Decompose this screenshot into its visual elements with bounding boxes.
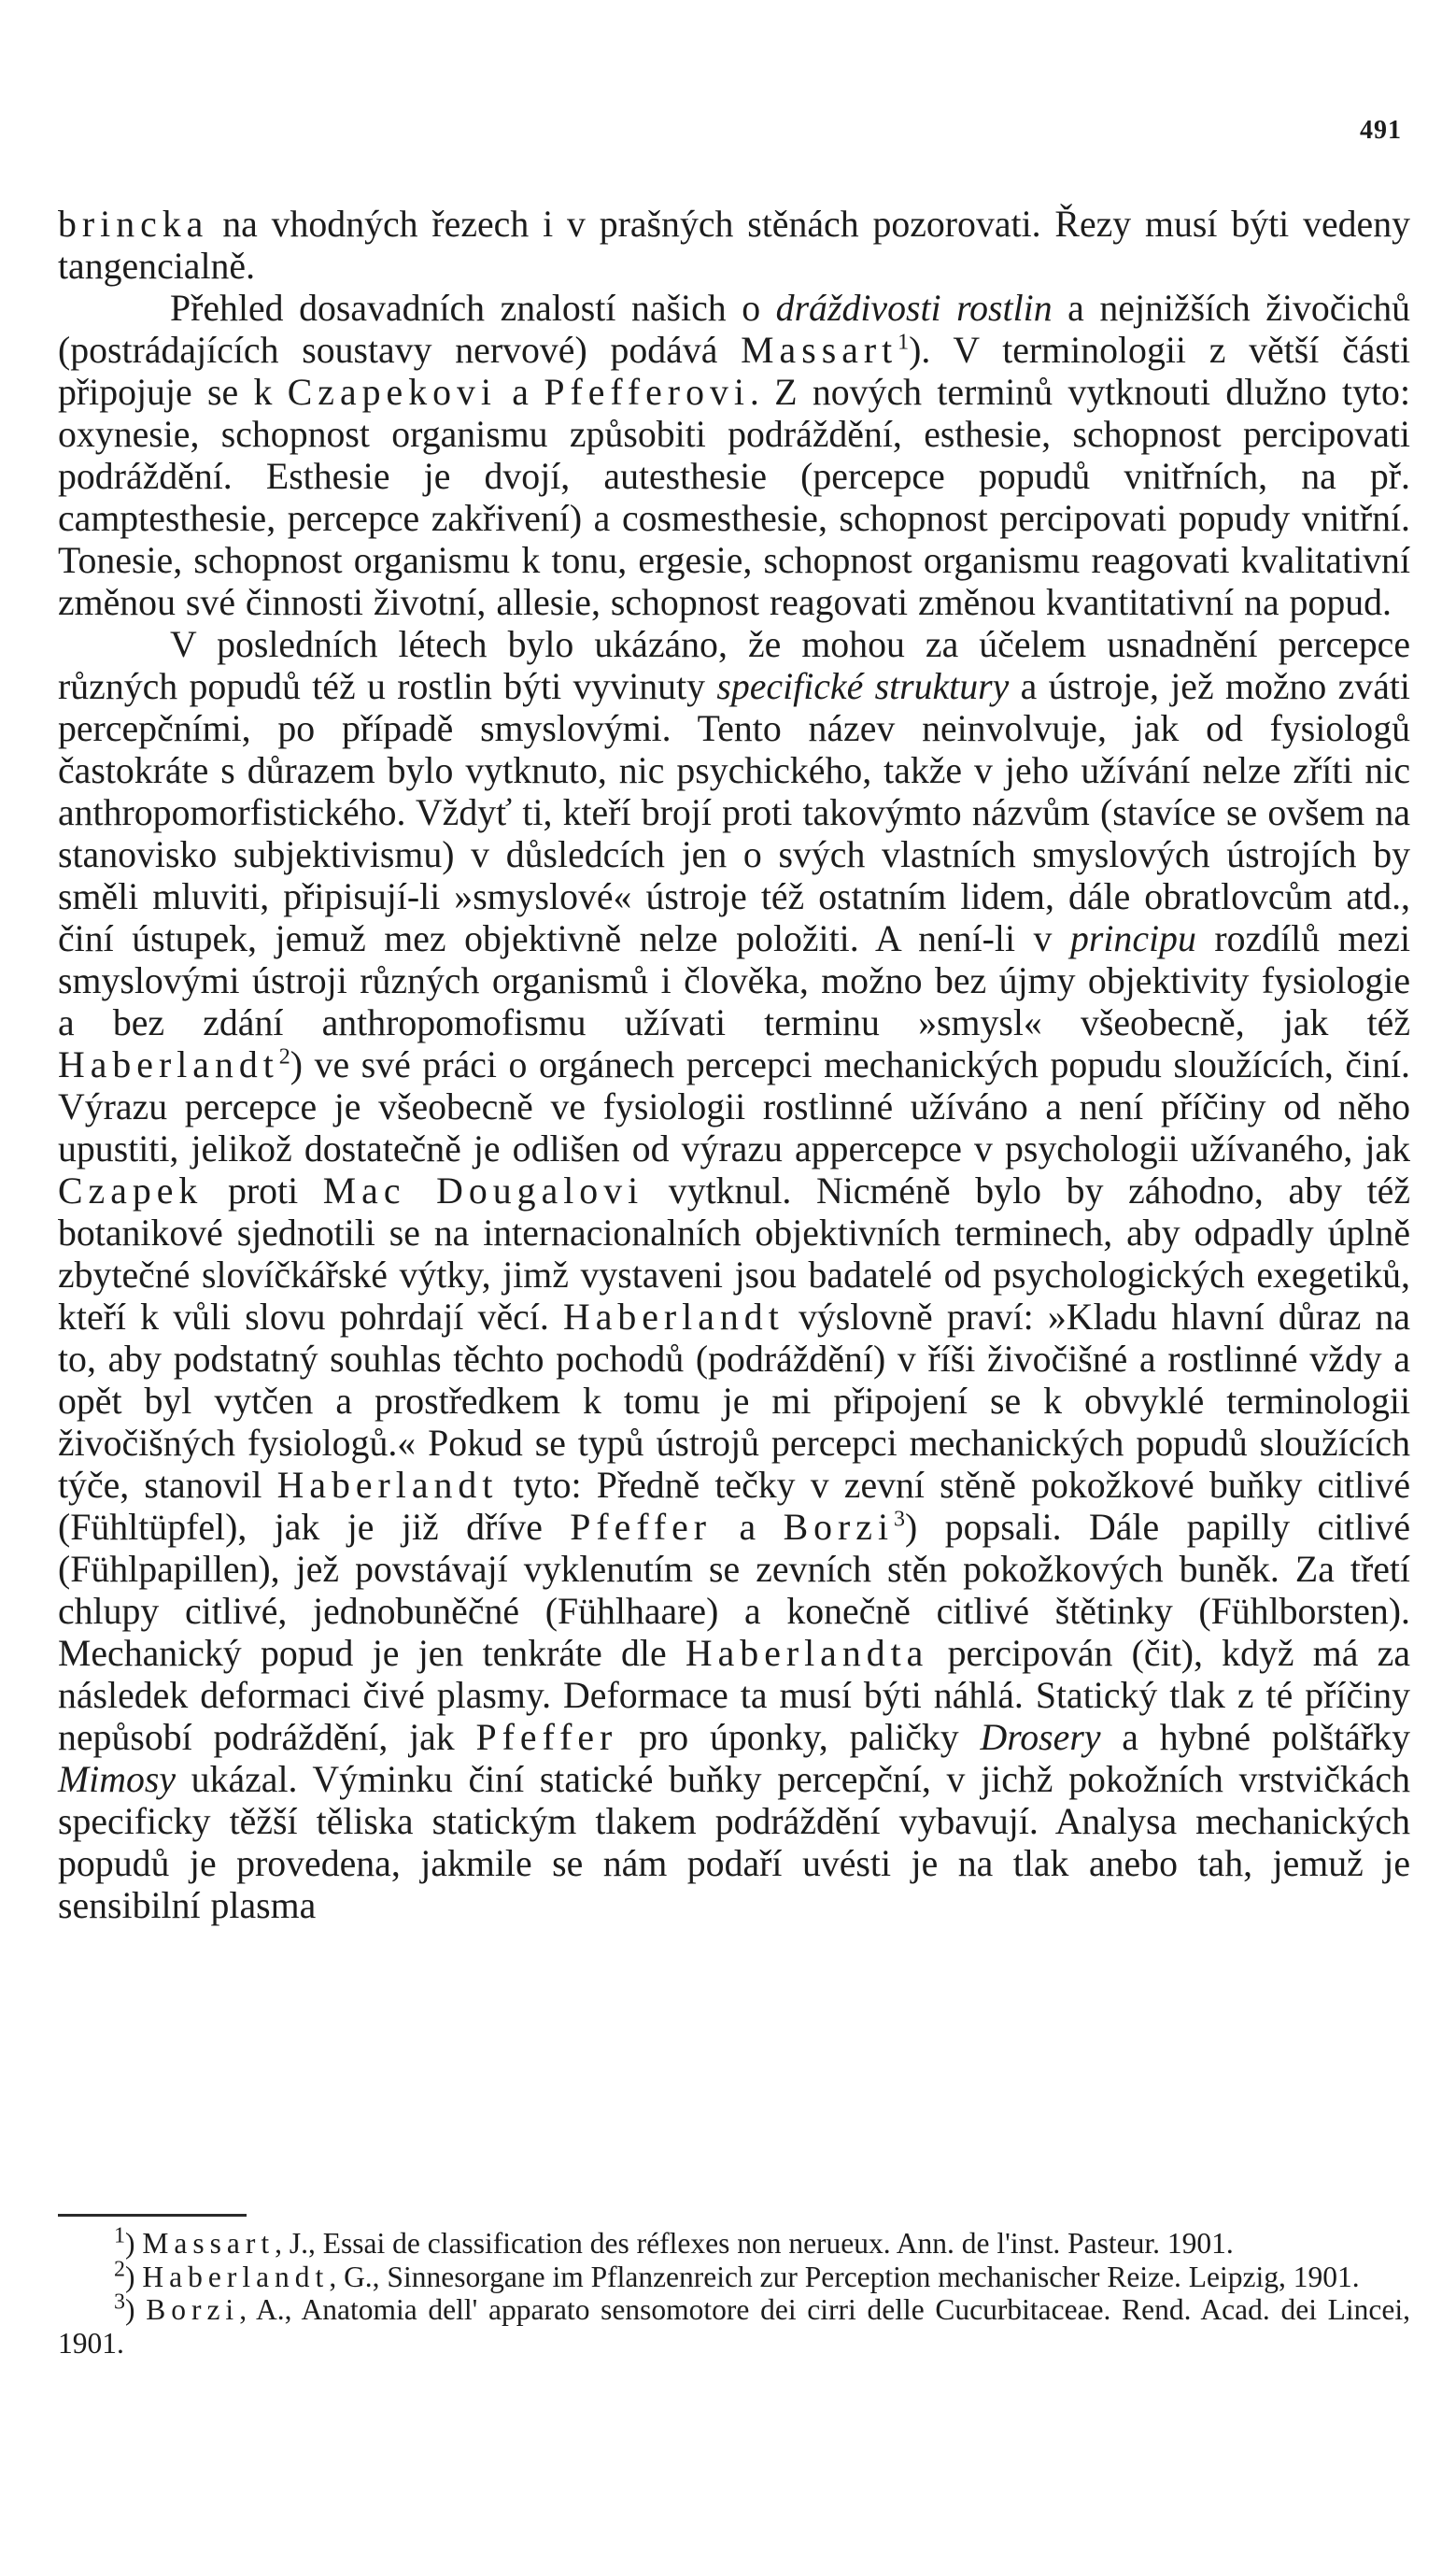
text-run: a xyxy=(496,372,544,413)
author-name: Czapekovi xyxy=(287,372,497,413)
text-run: a ústroje, jež možno zváti percepčními, po případě smyslovými. Tento název neinvolvuje, jak od fysiologů častokráte s důrazem bylo vytknuto, nic psychického, takže v jeho užívání nelze zříti nic anthropomorfistického. Vždyť ti, kteří brojí proti takovýmto názvům (stavíce se ovšem na stanovisko subjektivismu) v důsledcích jen o svých vlastních smyslových ústrojích by směli mluviti, připisují-li »smyslové« ústroje též ostatním lidem, dále obratlovcům atd., činí ústupek, jemuž mez objektivně nelze položiti. A není-li v xyxy=(58,666,1410,959)
author-name: Haberlandt xyxy=(562,1297,785,1338)
text-run: a hybné polštářky xyxy=(1100,1717,1410,1758)
text-run: Přehled dosavadních znalostí našich o xyxy=(170,288,776,329)
text-run: ) xyxy=(125,2293,147,2326)
text-run: . Z nových terminů vytknouti dlužno tyto: oxynesie, schopnost organismu způsobiti podráždění, esthesie, schopnost percipovati podráždění. Esthesie je dvojí, autesthesie (percepce popudů vnitřních, na př. camptesthesie, percepce zakřivení) a cosmesthesie, schopnost percipovati popudy vnitřní. Tonesie, schopnost organismu k tonu, ergesie, schopnost organismu reagovati kvalitativní změnou své činnosti životní, allesie, schopnost reagovati změnou kvantitativní na popud. xyxy=(58,372,1411,623)
footnote-3 xyxy=(58,2290,1410,2360)
emphasized-text: principu xyxy=(1069,918,1196,959)
text-run: tyto: Předně tečky v zevní stěně pokožkové buňky citlivé (Fühltüpfel), jak je již dříve xyxy=(58,1465,1410,1548)
footnote-marker: 2 xyxy=(278,1044,290,1070)
text-run: ). V terminologii z větší části připojuje se k xyxy=(58,330,1410,413)
footnote-1 xyxy=(58,2223,1410,2261)
author-name: Haberlandta xyxy=(685,1633,929,1674)
author-name: Pfeffer xyxy=(570,1507,713,1548)
paragraph-2 xyxy=(58,288,1410,624)
text-run: percipován (čit), když má za následek deformaci čivé plasmy. Deformace ta musí býti náhlá. Statický tlak z té příčiny nepůsobí podráždění, jak xyxy=(58,1633,1411,1758)
paragraph-1 xyxy=(58,204,1410,288)
author-name: Pfeffer xyxy=(475,1717,618,1758)
text-run: a nejnižších živočichů (postrádajících soustavy nervové) podává xyxy=(58,288,1410,371)
author-name: Mac Dougalovi xyxy=(322,1170,644,1212)
footnotes xyxy=(58,2223,1410,2360)
author-name: Borzi xyxy=(783,1507,895,1548)
text-run: výslovně praví: »Kladu hlavní důraz na to, aby podstatný souhlas těchto pochodů (podráždění) v říši živočišné a rostlinné vždy a opět byl vytčen a prostředkem k tomu je mi připojení se k obvyklé terminologii živočišných fysiologů.« Pokud se typů ústrojů percepci mechanických popudů sloužících týče, stanovil xyxy=(58,1297,1410,1506)
text-run: , G., Sinnesorgane im Pflanzenreich zur Perception mechanischer Reize. Leipzig, 1901. xyxy=(329,2260,1360,2293)
author-name: Czapek xyxy=(58,1170,204,1212)
text-run: V posledních létech bylo ukázáno, že mohou za účelem usnadnění percepce různých popudů též u rostlin býti vyvinuty xyxy=(58,624,1410,707)
text-run: rozdílů mezi smyslovými ústroji různých organismů i člověka, možno bez újmy objektivity fysiologie a bez zdání anthropomofismu užívati terminu »smysl« všeobecně, jak též xyxy=(58,918,1410,1043)
author-name: Haberlandt xyxy=(142,2260,330,2293)
emphasized-text: Mimosy xyxy=(58,1759,176,1800)
text-run: ) xyxy=(125,2260,143,2293)
footnote-marker: 2 xyxy=(114,2257,125,2281)
emphasized-text: specifické struktury xyxy=(716,666,1010,707)
body-text xyxy=(58,204,1410,1927)
author-name: Haberlandt xyxy=(276,1465,499,1506)
text-run: ) xyxy=(125,2227,143,2260)
footnote-marker: 3 xyxy=(114,2290,125,2315)
text-run: ) popsali. Dále papilly citlivé (Fühlpapillen), jež povstávají vyklenutím se zevních stěn pokožkových buněk. Za třetí chlupy citlivé, jednobuněčné (Fühlhaare) a konečně citlivé štětinky (Fühlborsten). Mechanický popud je jen tenkráte dle xyxy=(58,1507,1410,1674)
text-run: vytknul. Nicméně bylo by záhodno, aby též botanikové sjednotili se na internacionalních objektivních terminech, aby odpadly úplně zbytečné slovíčkářské výtky, jimž vystaveni jsou badatelé od psychologických exegetiků, kteří k vůli slovu pohrdají věcí. xyxy=(58,1170,1410,1338)
author-name: Massart xyxy=(142,2227,276,2260)
page-number: 491 xyxy=(1360,116,1402,145)
footnote-divider xyxy=(58,2214,247,2217)
text-run: , J., Essai de classification des réflexes non nerueux. Ann. de l'inst. Pasteur. 1901. xyxy=(275,2227,1234,2260)
author-name: Pfefferovi xyxy=(544,372,750,413)
text-run: na vhodných řezech i v prašných stěnách pozorovati. Řezy musí býti vedeny tangencialně. xyxy=(58,204,1410,287)
author-name: brincka xyxy=(58,204,209,245)
author-name: Haberlandt xyxy=(58,1044,279,1085)
text-run: a xyxy=(712,1507,784,1548)
text-run: pro úponky, paličky xyxy=(617,1717,981,1758)
footnote-marker: 1 xyxy=(898,330,910,355)
footnote-marker: 1 xyxy=(114,2223,125,2248)
footnote-2 xyxy=(58,2257,1410,2294)
emphasized-text: Drosery xyxy=(980,1717,1101,1758)
author-name: Massart xyxy=(741,330,898,371)
text-run: proti xyxy=(203,1170,323,1212)
emphasized-text: dráždivosti rostlin xyxy=(775,288,1053,329)
footnote-marker: 3 xyxy=(894,1507,906,1532)
text-run: , A., Anatomia dell' apparato sensomotore dei cirri delle Cucurbitaceae. Rend. Acad. dei Lincei, 1901. xyxy=(58,2293,1410,2360)
text-run: ukázal. Výminku činí statické buňky percepční, v jichž pokožních vrstvičkách specificky těžší těliska statickým tlakem podráždění vybavují. Analysa mechanických popudů je provedena, jakmile se nám podaří uvésti je na tlak anebo tah, jemuž je sensibilní plasma xyxy=(58,1759,1410,1926)
paragraph-3 xyxy=(58,624,1410,1927)
text-run: ) ve své práci o orgánech percepci mechanických popudu sloužících, činí. Výrazu percepce je všeobecně ve fysiologii rostlinné užíváno a není příčiny od něho upustiti, jelikož dostatečně je odlišen od výrazu appercepce v psychologii užívaného, jak xyxy=(58,1044,1410,1170)
author-name: Borzi xyxy=(146,2293,240,2326)
